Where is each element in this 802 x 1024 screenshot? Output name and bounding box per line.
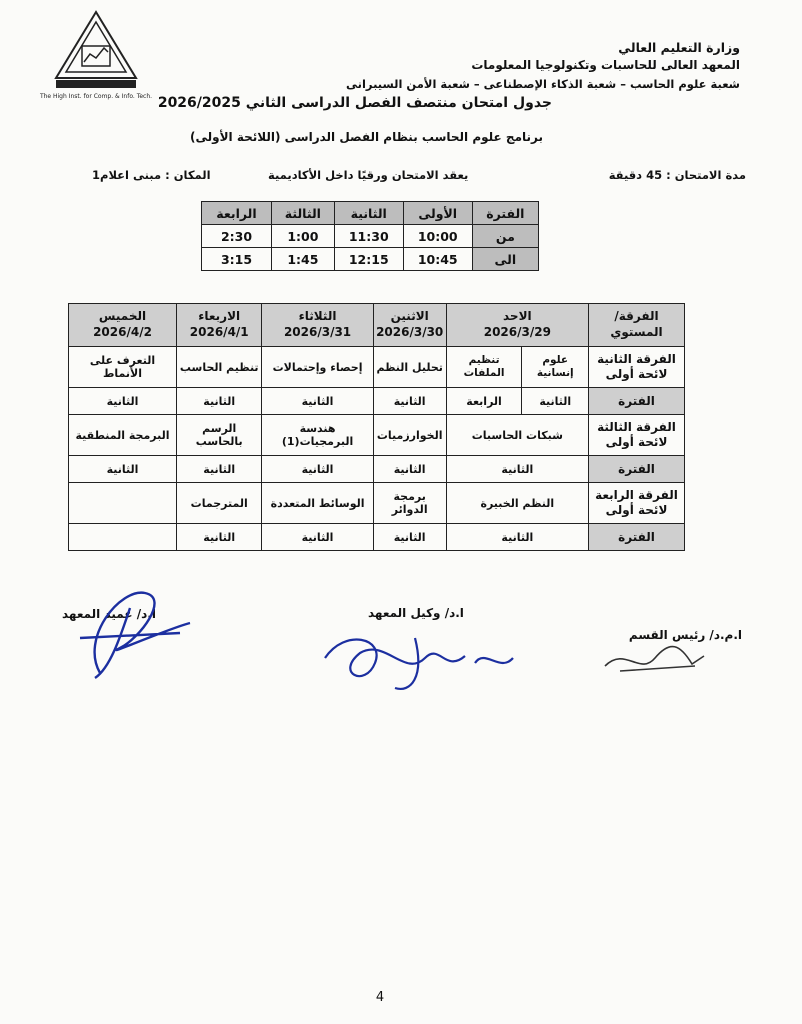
- level-row: [69, 415, 685, 456]
- exam-place: المكان : مبنى اعلام1: [92, 168, 211, 182]
- head-signature: [600, 636, 710, 686]
- course-cell: الرسم بالحاسب: [177, 415, 262, 456]
- period-cell: الثانية: [69, 456, 177, 483]
- periods-cell: 10:00: [403, 225, 472, 248]
- periods-cell: 2:30: [202, 225, 272, 248]
- course-cell: تنظيم الملفات: [446, 347, 522, 388]
- period-cell: الثانية: [373, 388, 446, 415]
- period-row: [69, 456, 685, 483]
- dean-signature: [60, 578, 200, 688]
- periods-header-cell: الأولى: [403, 202, 472, 225]
- periods-header-cell: الفترة: [472, 202, 538, 225]
- day-header: الاحد 2026/3/29: [446, 304, 588, 347]
- course-cell: [69, 483, 177, 524]
- course-cell: البرمجة المنطقية: [69, 415, 177, 456]
- course-cell: برمجة الدوائر: [373, 483, 446, 524]
- departments-line: شعبة علوم الحاسب – شعبة الذكاء الإصطناعى – شعبة الأمن السيبرانى: [346, 77, 740, 91]
- periods-table: [201, 201, 539, 271]
- periods-header-cell: الثالثة: [271, 202, 334, 225]
- period-row: [69, 524, 685, 551]
- course-cell: علوم إنسانية: [522, 347, 589, 388]
- periods-header-cell: الثانية: [334, 202, 403, 225]
- course-cell: هندسة البرمجيات(1): [262, 415, 373, 456]
- schedule-title: جدول امتحان منتصف الفصل الدراسى الثاني 2026/2025: [157, 95, 552, 111]
- period-cell: الثانية: [262, 524, 373, 551]
- period-cell: الثانية: [446, 456, 588, 483]
- course-cell: الوسائط المتعددة: [262, 483, 373, 524]
- deputy-signature: [315, 618, 525, 698]
- exam-location-note: يعقد الامتحان ورقيًا داخل الأكاديمية: [268, 168, 469, 182]
- period-cell: الثانية: [262, 456, 373, 483]
- period-cell: الرابعة: [446, 388, 522, 415]
- exam-schedule-table: [68, 303, 685, 551]
- period-label: الفترة: [589, 456, 685, 483]
- level-name: الفرقة الثانية لائحة أولى: [589, 347, 685, 388]
- day-header: الاثنين 2026/3/30: [373, 304, 446, 347]
- periods-cell: 11:30: [334, 225, 403, 248]
- periods-cell: من: [472, 225, 538, 248]
- institute-logo: [39, 8, 153, 118]
- period-row: [69, 388, 685, 415]
- periods-cell: 3:15: [202, 248, 272, 271]
- level-name: الفرقة الثالثة لائحة أولى: [589, 415, 685, 456]
- period-cell: الثانية: [177, 456, 262, 483]
- course-cell: شبكات الحاسبات: [446, 415, 588, 456]
- ministry-name: وزارة التعليم العالي: [618, 40, 740, 55]
- period-label: الفترة: [589, 388, 685, 415]
- level-row: [69, 483, 685, 524]
- periods-cell: 10:45: [403, 248, 472, 271]
- course-cell: تنظيم الحاسب: [177, 347, 262, 388]
- schedule-header-row: [69, 304, 685, 347]
- periods-to-row: [202, 248, 539, 271]
- period-cell: الثانية: [373, 456, 446, 483]
- periods-cell: 1:45: [271, 248, 334, 271]
- periods-cell: 1:00: [271, 225, 334, 248]
- periods-header-row: [202, 202, 539, 225]
- department-head-title: ا.م.د/ رئيس القسم: [628, 628, 742, 642]
- level-header: الفرقة/المستوي: [589, 304, 685, 347]
- course-cell: النظم الخبيرة: [446, 483, 588, 524]
- course-cell: إحصاء وإحتمالات: [262, 347, 373, 388]
- period-cell: الثانية: [522, 388, 589, 415]
- day-header: الاربعاء 2026/4/1: [177, 304, 262, 347]
- periods-cell: 12:15: [334, 248, 403, 271]
- deputy-title: ا.د/ وكيل المعهد: [368, 606, 464, 620]
- periods-header-cell: الرابعة: [202, 202, 272, 225]
- day-header: الخميس 2026/4/2: [69, 304, 177, 347]
- period-cell: الثانية: [69, 388, 177, 415]
- dean-title: ا.د/ عميد المعهد: [62, 607, 156, 621]
- page-number: 4: [375, 990, 385, 1005]
- course-cell: تحليل النظم: [373, 347, 446, 388]
- period-cell: [69, 524, 177, 551]
- period-cell: الثانية: [373, 524, 446, 551]
- level-row: [69, 347, 685, 388]
- program-line: برنامج علوم الحاسب بنظام الفصل الدراسى (اللائحة الأولى): [190, 130, 543, 144]
- course-cell: التعرف على الأنماط: [69, 347, 177, 388]
- logo-caption: The High Inst. for Comp. & Info. Tech.: [39, 93, 153, 100]
- period-cell: الثانية: [446, 524, 588, 551]
- course-cell: المترجمات: [177, 483, 262, 524]
- exam-duration: مدة الامتحان : 45 دقيقة: [608, 168, 746, 182]
- institute-name: المعهد العالى للحاسبات وتكنولوجيا المعلومات: [471, 58, 740, 72]
- periods-cell: الى: [472, 248, 538, 271]
- periods-from-row: [202, 225, 539, 248]
- course-cell: الخوارزميات: [373, 415, 446, 456]
- period-cell: الثانية: [177, 388, 262, 415]
- period-cell: الثانية: [262, 388, 373, 415]
- period-label: الفترة: [589, 524, 685, 551]
- day-header: الثلاثاء 2026/3/31: [262, 304, 373, 347]
- period-cell: الثانية: [177, 524, 262, 551]
- level-name: الفرقة الرابعة لائحة أولى: [589, 483, 685, 524]
